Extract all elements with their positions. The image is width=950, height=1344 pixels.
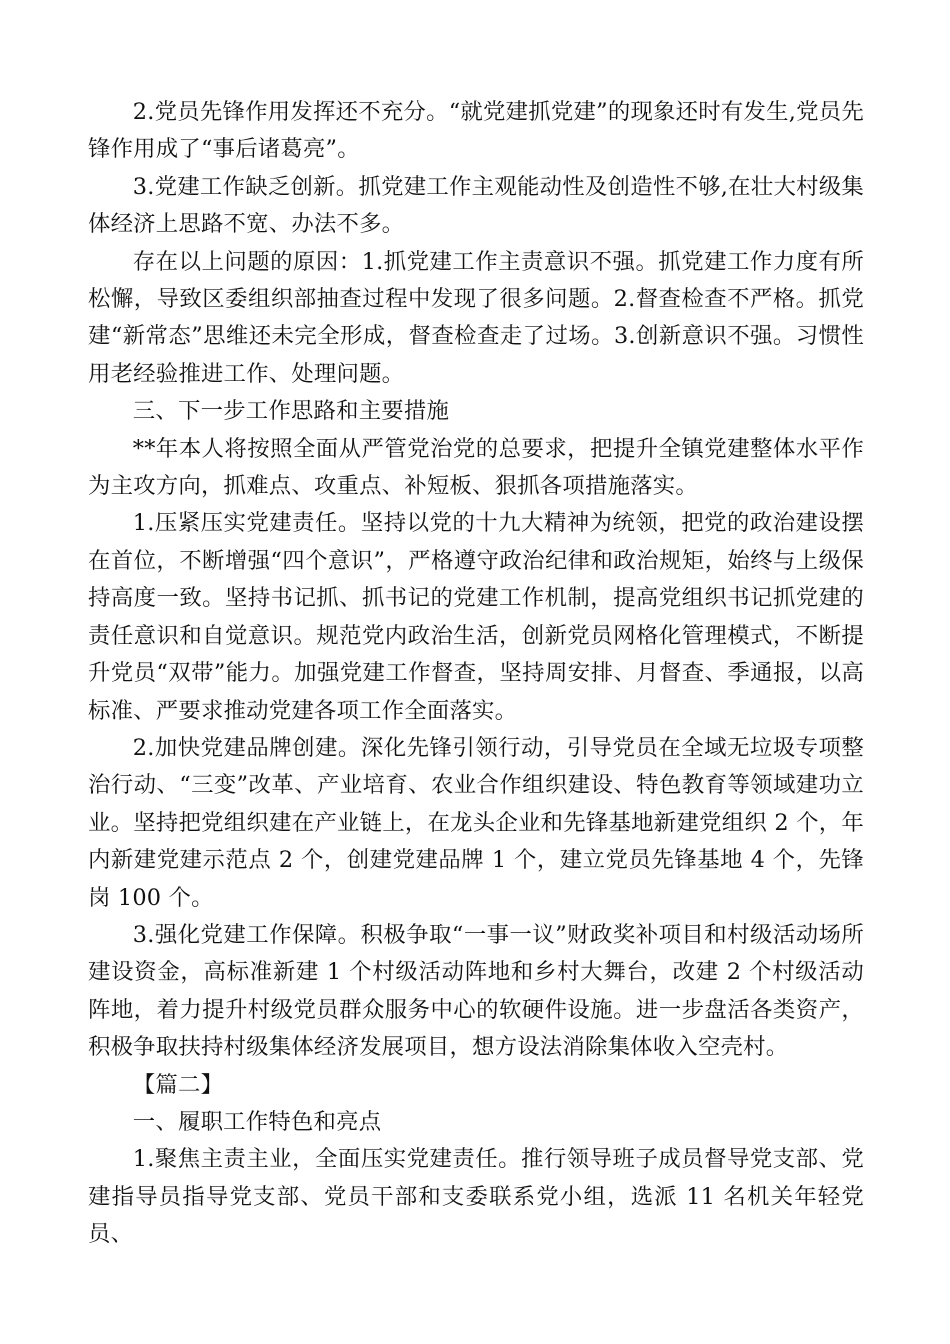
paragraph-2: 3.党建工作缺乏创新。抓党建工作主观能动性及创造性不够,在壮大村级集体经济上思路不宽、办法不多。 xyxy=(88,173,864,238)
paragraph-1: 2.党员先锋作用发挥还不充分。“就党建抓党建”的现象还时有发生,党员先锋作用成了“事后诸葛亮”。 xyxy=(88,99,864,163)
section-heading-next-steps: 三、下一步工作思路和主要措施 xyxy=(132,398,450,425)
paragraph-7: 2.加快党建品牌创建。深化先锋引领行动，引导党员在全域无垃圾专项整治行动、“三变”改革、产业培育、农业合作组织建设、特色教育等领域建功立业。坚持把党组织建在产业链上，在龙头企业和先锋基地新建党组织 2 个，年内新建党建示范点 2 个，创建党建品牌 1 个，建立党员先锋基地 4 个，先锋岗 100 个。 xyxy=(88,734,864,911)
section-heading-highlights: 一、履职工作特色和亮点 xyxy=(132,1108,382,1135)
paragraph-11: 1.聚焦主责主业，全面压实党建责任。推行领导班子成员督导党支部、党建指导员指导党支部、党员干部和支委联系党小组，选派 11 名机关年轻党员、 xyxy=(88,1146,864,1248)
paragraph-8: 3.强化党建工作保障。积极争取“一事一议”财政奖补项目和村级活动场所建设资金，高标准新建 1 个村级活动阵地和乡村大舞台，改建 2 个村级活动阵地，着力提升村级党员群众服务中心的软硬件设施。进一步盘活各类资产，积极争取扶持村级集体经济发展项目，想方设法消除集体收入空壳村。 xyxy=(88,921,864,1061)
paragraph-3: 存在以上问题的原因：1.抓党建工作主责意识不强。抓党建工作力度有所松懈，导致区委组织部抽查过程中发现了很多问题。2.督查检查不严格。抓党建“新常态”思维还未完全形成，督查检查走了过场。3.创新意识不强。习惯性用老经验推进工作、处理问题。 xyxy=(88,248,864,387)
part-two-heading: 【篇二】 xyxy=(132,1071,224,1098)
document-page xyxy=(88,94,864,1254)
paragraph-5: **年本人将按照全面从严管党治党的总要求，把提升全镇党建整体水平作为主攻方向，抓难点、攻重点、补短板、狠抓各项措施落实。 xyxy=(88,435,864,500)
paragraph-6: 1.压紧压实党建责任。坚持以党的十九大精神为统领，把党的政治建设摆在首位，不断增强“四个意识”，严格遵守政治纪律和政治规矩，始终与上级保持高度一致。坚持书记抓、抓书记的党建工作机制，提高党组织书记抓党建的责任意识和自觉意识。规范党内政治生活，创新党员网格化管理模式，不断提升党员“双带”能力。加强党建工作督查，坚持周安排、月督查、季通报，以高标准、严要求推动党建各项工作全面落实。 xyxy=(88,510,864,724)
